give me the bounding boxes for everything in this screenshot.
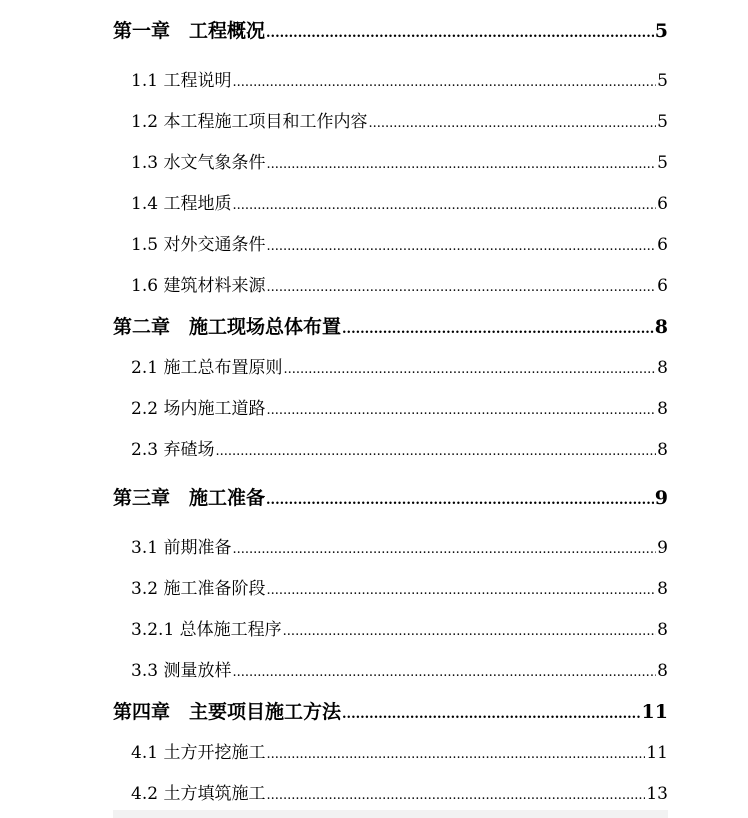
toc-entry-label: 第二章 施工现场总体布置 [113, 316, 342, 338]
toc-page-number: 6 [657, 194, 668, 214]
toc-page-number: 9 [654, 487, 668, 509]
toc-page-number: 8 [657, 358, 668, 378]
toc-entry-label: 1.2 本工程施工项目和工作内容 [131, 112, 368, 132]
toc-page-number: 5 [654, 20, 668, 42]
toc-page-number: 8 [657, 579, 668, 599]
toc-page-number: 8 [654, 316, 668, 338]
toc-entry-label: 第一章 工程概况 [113, 20, 266, 42]
toc-entry-3-1[interactable] [131, 533, 668, 558]
toc-page-number: 8 [657, 399, 668, 419]
toc-page-number: 8 [657, 440, 668, 460]
toc-entry-1-2[interactable] [131, 107, 668, 132]
toc-page-number: 13 [646, 784, 668, 804]
toc-entry-label: 1.4 工程地质 [131, 194, 232, 214]
dot-leader [342, 322, 654, 337]
dot-leader [266, 280, 656, 295]
toc-page-number: 6 [657, 276, 668, 296]
toc-entry-2-1[interactable] [131, 353, 668, 378]
dot-leader [266, 747, 645, 762]
dot-leader [266, 493, 654, 508]
toc-entry-label: 第三章 施工准备 [113, 487, 266, 509]
toc-entry-1-4[interactable] [131, 189, 668, 214]
toc-entry-chapter-3[interactable] [113, 483, 668, 510]
dot-leader [215, 444, 656, 459]
toc-page-number: 9 [657, 538, 668, 558]
toc-entry-label: 1.6 建筑材料来源 [131, 276, 266, 296]
toc-entry-2-2[interactable] [131, 394, 668, 419]
dot-leader [232, 75, 656, 90]
dot-leader [266, 26, 654, 41]
toc-entry-4-2[interactable] [131, 779, 668, 804]
cut-off-next-line [113, 810, 668, 818]
dot-leader [342, 707, 641, 722]
toc-page-number: 5 [657, 112, 668, 132]
toc-page-number: 5 [657, 153, 668, 173]
dot-leader [232, 542, 656, 557]
toc-page-number: 5 [657, 71, 668, 91]
toc-page-number: 8 [657, 620, 668, 640]
toc-entry-1-5[interactable] [131, 230, 668, 255]
toc-entry-label: 4.1 土方开挖施工 [131, 743, 266, 763]
toc-entry-label: 2.3 弃碴场 [131, 440, 215, 460]
toc-entry-label: 1.3 水文气象条件 [131, 153, 266, 173]
dot-leader [266, 239, 656, 254]
toc-entry-label: 3.3 测量放样 [131, 661, 232, 681]
toc-entry-chapter-1[interactable] [113, 16, 668, 43]
dot-leader [232, 665, 656, 680]
toc-entry-3-2-1[interactable] [131, 615, 668, 640]
dot-leader [283, 624, 657, 639]
toc-entry-1-6[interactable] [131, 271, 668, 296]
toc-entry-label: 4.2 土方填筑施工 [131, 784, 266, 804]
toc-entry-label: 2.2 场内施工道路 [131, 399, 266, 419]
toc-entry-chapter-4[interactable] [113, 697, 668, 724]
toc-entry-4-1[interactable] [131, 738, 668, 763]
dot-leader [266, 403, 656, 418]
toc-entry-2-3[interactable] [131, 435, 668, 460]
dot-leader [266, 157, 656, 172]
toc-entry-label: 1.5 对外交通条件 [131, 235, 266, 255]
toc-page-number: 6 [657, 235, 668, 255]
toc-entry-label: 3.2.1 总体施工程序 [131, 620, 282, 640]
toc-entry-label: 3.2 施工准备阶段 [131, 579, 266, 599]
dot-leader [368, 116, 656, 131]
dot-leader [283, 362, 656, 377]
toc-page-number: 11 [646, 743, 668, 763]
toc-entry-chapter-2[interactable] [113, 312, 668, 339]
toc-entry-label: 3.1 前期准备 [131, 538, 232, 558]
toc-entry-3-3[interactable] [131, 656, 668, 681]
toc-entry-label: 第四章 主要项目施工方法 [113, 701, 342, 723]
toc-entry-1-1[interactable] [131, 66, 668, 91]
toc-entry-label: 2.1 施工总布置原则 [131, 358, 283, 378]
toc-entry-label: 1.1 工程说明 [131, 71, 232, 91]
toc-page-number: 11 [641, 701, 668, 723]
dot-leader [232, 198, 656, 213]
dot-leader [266, 583, 656, 598]
toc-page-number: 8 [657, 661, 668, 681]
toc-entry-3-2[interactable] [131, 574, 668, 599]
dot-leader [266, 788, 645, 803]
toc-entry-1-3[interactable] [131, 148, 668, 173]
